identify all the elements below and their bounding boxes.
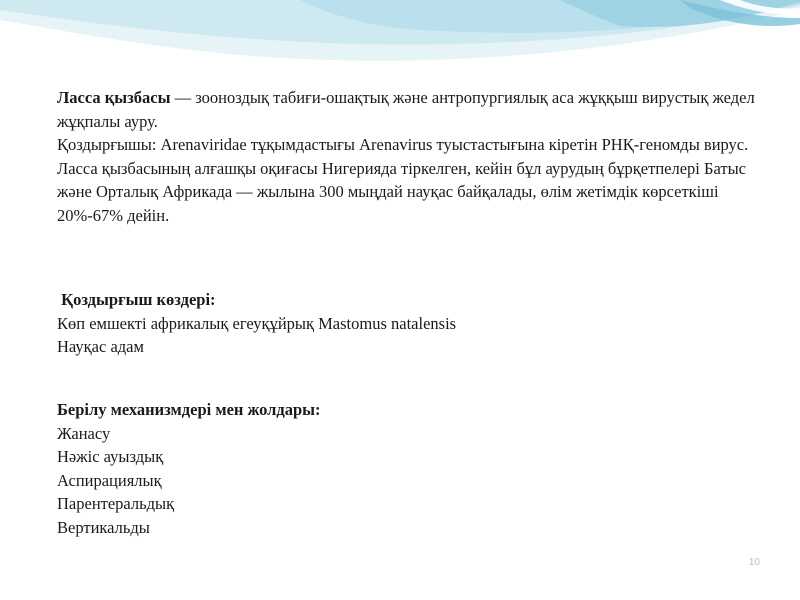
page-number: 10: [748, 557, 760, 568]
transmission-heading: Берілу механизмдері мен жолдары:: [57, 400, 321, 419]
list-item: Парентеральдық: [57, 494, 175, 514]
intro-section: [57, 86, 757, 228]
history-text: Ласса қызбасының алғашқы оқиғасы Нигерияда тіркелген, кейін бұл аурудың бұрқетпелері Батыс және Орталық Африкада — жылына 300 мыңдай науқас байқалады, өлім жетімдік көрсеткіші 20%-67% дейін.: [57, 158, 746, 225]
intro-definition: [57, 86, 757, 133]
transmission-section: [57, 398, 757, 540]
definition-text: — зооноздық табиғи-ошақтық және антропургиялық аса жұққыш вирустық жедел жұқпалы ауру.: [57, 88, 755, 131]
list-item: Жанасу: [57, 423, 111, 443]
list-item: Аспирациялық: [57, 470, 162, 490]
sources-section: [57, 288, 757, 359]
list-item: Нәжіс ауыздық: [57, 447, 164, 467]
decorative-wave-header: [0, 0, 800, 90]
list-item: Науқас адам: [57, 337, 144, 357]
disease-term: Ласса қызбасы: [57, 88, 171, 107]
sources-heading: Қоздырғыш көздері:: [57, 290, 216, 309]
list-item: Көп емшекті африкалық егеуқұйрық Mastomus natalensis: [57, 313, 457, 333]
pathogen-text: Қоздырғышы: Arenaviridae тұқымдастығы Arenavirus туыстастығына кіретін РНҚ-геномды вирус.: [57, 135, 749, 155]
list-item: Вертикальды: [57, 517, 150, 537]
